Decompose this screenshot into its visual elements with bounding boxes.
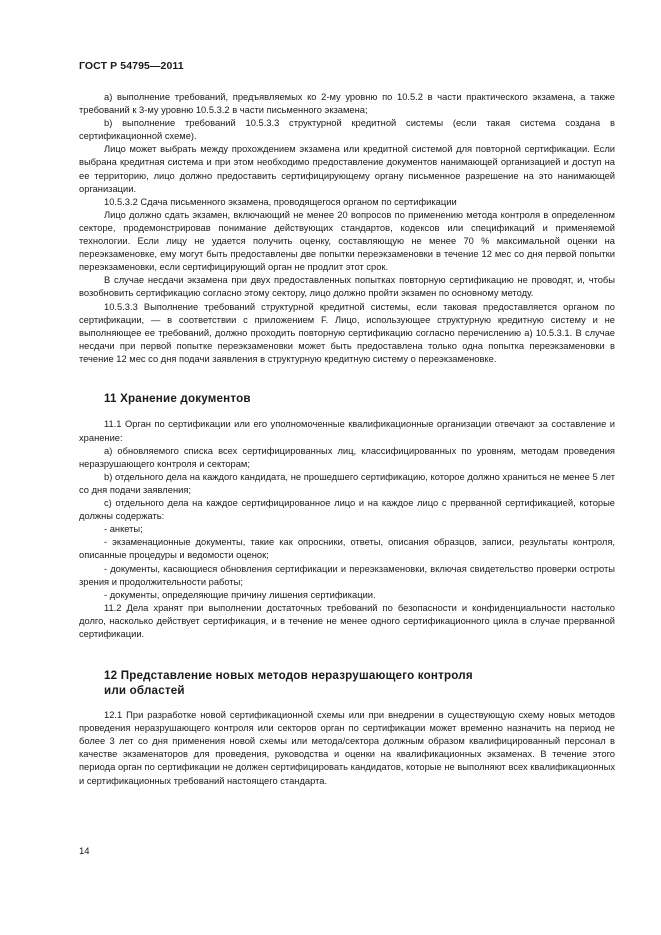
page-number: 14 xyxy=(79,846,90,857)
section-heading-11: 11 Хранение документов xyxy=(104,391,251,405)
paragraph: 11.2 Дела хранят при выполнении достаточных требований по безопасности и конфиденциальности настолько долго, насколько действует сертификация, и в течение не менее одного сертификационного цикла в случае прерванной сертификации. xyxy=(79,602,615,639)
list-item: - анкеты; xyxy=(104,524,143,535)
paragraph: 10.5.3.3 Выполнение требований структурной кредитной системы, если таковая предоставляется органом по сертификации, — в соответствии с приложением F. Лицо, использующее структурную кредитную систему и не выполняющее ее требований, должно проходить повторную сертификацию согласно перечислению а) 10.5.3.1. В случае несдачи при первой попытке переэкзаменовки может быть предоставлена только одна попытка переэкзаменовки в течение 12 мес со дня подачи заявления в структурную кредитную систему о переэкзаменовке. xyxy=(79,301,615,364)
list-item: - документы, определяющие причину лишения сертификации. xyxy=(104,589,376,600)
heading-line: или областей xyxy=(104,683,185,697)
heading-line: 12 Представление новых методов неразрушающего контроля xyxy=(104,669,473,683)
paragraph: Лицо должно сдать экзамен, включающий не менее 20 вопросов по применению метода контроля в определенном секторе, продемонстрировав понимание действующих стандартов, кодексов или спецификаций и применяемой технологии. Если лицу не удается получить оценку, составляющую не менее 70 % максимальной оценки на переэкзаменовке, ему могут быть предоставлены две попытки переэкзаменовки в течение 12 мес со дня первой попытки переэкзаменовки, если сертифицирующий орган не продлит этот срок. xyxy=(79,209,615,273)
paragraph: b) выполнение требований 10.5.3.3 структурной кредитной системы (если такая система создана в сертификационной схеме). xyxy=(79,118,615,142)
paragraph: b) отдельного дела на каждого кандидата, не прошедшего сертификацию, которое должно храниться не менее 5 лет со дня подачи заявления; xyxy=(79,471,615,495)
section-11 xyxy=(79,418,615,641)
page-content xyxy=(79,91,615,788)
list-item: - экзаменационные документы, такие как опросники, ответы, описания образцов, записи, результаты контроля, описанные процедуры и ведомости оценок; xyxy=(79,537,615,561)
document-header: ГОСТ Р 54795—2011 xyxy=(79,60,184,72)
list-item: - документы, касающиеся обновления сертификации и переэкзаменовки, включая свидетельство проверки остроты зрения и продолжительности работы; xyxy=(79,563,615,587)
paragraph: 12.1 При разработке новой сертификационной схемы или при внедрении в существующую схему новых методов проведения неразрушающего контроля или секторов орган по сертификации может временно назначить на период не более 3 лет со дня применения новой схемы или метода/сектора должным образом квалифицированный персонал в качестве экзаменаторов для проведения, руководства и оценки на квалификационных экзаменах. В течение этого периода орган по сертификации не должен сертифицировать кандидатов, которые не выполняют всех квалификационных и сертификационных требований настоящего стандарта. xyxy=(79,710,615,786)
paragraph: В случае несдачи экзамена при двух предоставленных попытках повторную сертификацию не проводят, и, чтобы возобновить сертификацию согласно этому сектору, лицо должно пройти экзамен по основному методу. xyxy=(79,275,615,299)
paragraph: а) выполнение требований, предъявляемых ко 2-му уровню по 10.5.2 в части практического экзамена, а также требований к 3-му уровню 10.5.3.2 в части письменного экзамена; xyxy=(79,92,615,116)
paragraph: 11.1 Орган по сертификации или его уполномоченные квалификационные организации отвечают за составление и хранение: xyxy=(79,419,615,443)
paragraph: а) обновляемого списка всех сертифицированных лиц, классифицированных по уровням, методам проведения неразрушающего контроля и секторам; xyxy=(79,445,615,469)
paragraph: 10.5.3.2 Сдача письменного экзамена, проводящегося органом по сертификации xyxy=(104,196,457,207)
section-12 xyxy=(79,709,615,788)
section-heading-12 xyxy=(79,669,615,698)
section-10-continuation xyxy=(79,91,615,366)
paragraph: Лицо может выбрать между прохождением экзамена или кредитной системой для повторной сертификации. Если выбрана кредитная система и при этом необходимо предоставление документов нанимающей организацией и доступ на ее территорию, лицо должно предоставить сертифицирующему органу письменное разрешение на это нанимающей организации. xyxy=(79,144,615,194)
paragraph: c) отдельного дела на каждое сертифицированное лицо и на каждое лицо с прерванной сертификацией, которые должны содержать: xyxy=(79,498,615,522)
